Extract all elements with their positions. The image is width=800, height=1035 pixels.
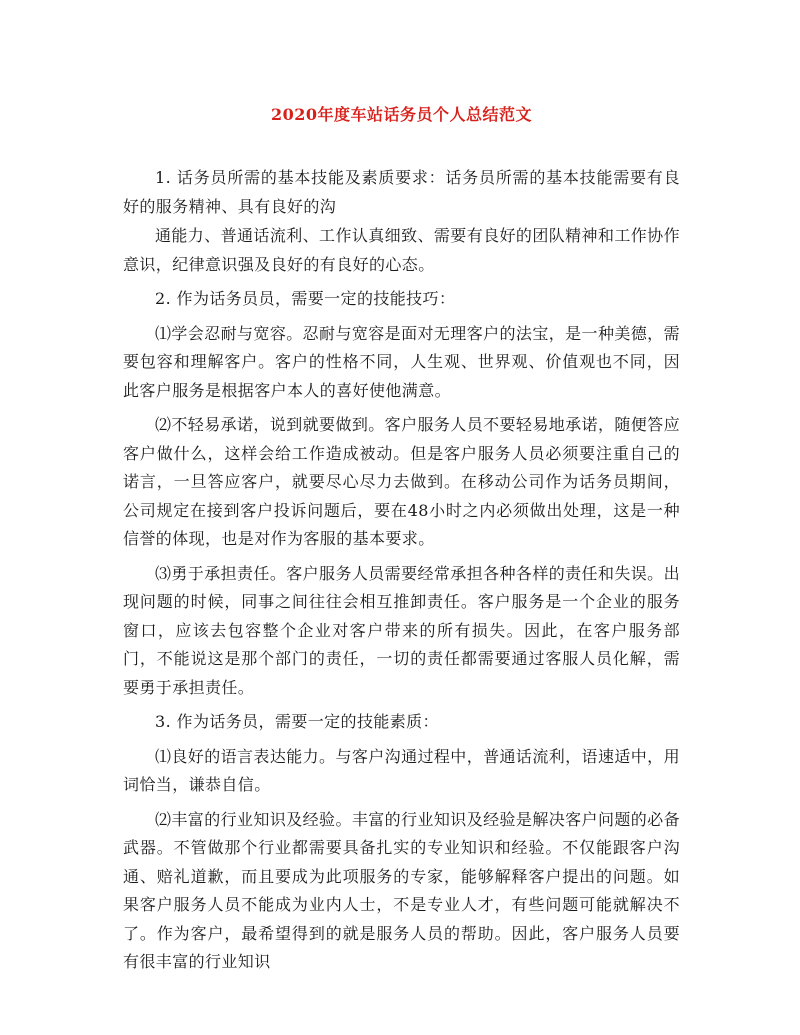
paragraph-9: ⑵丰富的行业知识及经验。丰富的行业知识及经验是解决客户问题的必备武器。不管做那个行业都需要具备扎实的专业知识和经验。不仅能跟客户沟通、赔礼道歉，而且要成为此项服务的专家，能够解释客户提出的问题。如果客户服务人员不能成为业内人士，不是专业人才，有些问题可能就解决不了。作为客户，最希望得到的就是服务人员的帮助。因此，客户服务人员要有很丰富的行业知识 (123, 809, 680, 971)
paragraph-5: ⑵不轻易承诺，说到就要做到。客户服务人员不要轻易地承诺，随便答应客户做什么，这样会给工作造成被动。但是客户服务人员必须要注重自己的诺言，一旦答应客户，就要尽心尽力去做到。在移动公司作为话务员期间，公司规定在接到客户投诉问题后，要在48小时之内必须做出处理，这是一种信誉的体现，也是对作为客服的基本要求。 (123, 415, 680, 548)
paragraph-7: 3. 作为话务员，需要一定的技能素质： (155, 712, 439, 731)
paragraph-2: 通能力、普通话流利、工作认真细致、需要有良好的团队精神和工作协作意识，纪律意识强及良好的有良好的心态。 (123, 226, 680, 274)
paragraph-1: 1. 话务员所需的基本技能及素质要求：话务员所需的基本技能需要有良好的服务精神、具有良好的沟 (123, 168, 680, 216)
paragraph-6: ⑶勇于承担责任。客户服务人员需要经常承担各种各样的责任和失误。出现问题的时候，同事之间往往会相互推卸责任。客户服务是一个企业的服务窗口，应该去包容整个企业对客户带来的所有损失。因此，在客户服务部门，不能说这是那个部门的责任，一切的责任都需要通过客服人员化解，需要勇于承担责任。 (123, 563, 680, 697)
paragraph-3: 2. 作为话务员员，需要一定的技能技巧： (155, 289, 456, 308)
paragraph-8: ⑴良好的语言表达能力。与客户沟通过程中，普通话流利，语速适中，用词恰当，谦恭自信。 (123, 746, 680, 794)
document-title: 2020年度车站话务员个人总结范文 (270, 105, 533, 124)
paragraph-4: ⑴学会忍耐与宽容。忍耐与宽容是面对无理客户的法宝，是一种美德，需要包容和理解客户。客户的性格不同，人生观、世界观、价值观也不同，因此客户服务是根据客户本人的喜好使他满意。 (123, 323, 680, 400)
